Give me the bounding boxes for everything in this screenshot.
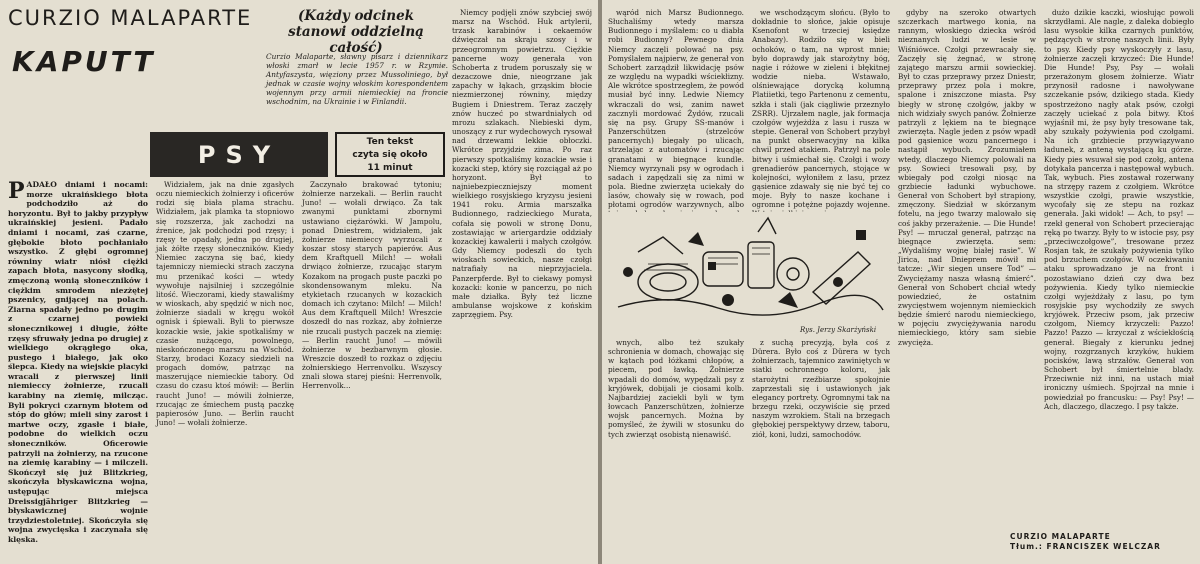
signature-block: [1010, 532, 1195, 552]
left-page: [0, 0, 598, 564]
column-5-bottom: [608, 338, 744, 556]
column-3-text: Zaczynało brakować tytoniu; żołnierze narzekali. — Berlin raucht Juno! — wołali drwiąco. Za tak zwanymi punktami zbornymi ustawiano ciężarówki. W Jampolu, ponad Dniestrem, widziałem, jak żołnierze niemieccy wyrzucali z koszar stosy starych papierów. Aus dem Kraftquell Milch! — wołali drwiąco żołnierze, rzucając starym Kozakom na progach puste paczki po skondensowanym mleku. Na etykietach rzucanych w kozackich domach ich czytano: Milch! — Milch! Aus dem Kraftquell Milch! Wreszcie doszedł do nas rozkaz, aby żołnierze nie rzucali pustych paczek na ziemię: — Berlin raucht Juno! — mówili żołnierze w bezbarwnym głosie. Wreszcie doszedł to rozkaz o zdjęciu żołnierskiego Herrenvolku. Wszyscy znali słowa starej pieśni: Herrenvolk, Herrenvolk...: [302, 180, 442, 391]
column-6-bottom: [752, 338, 890, 556]
column-8-text: dużo dzikie kaczki, wiosłując powoli skrzydłami. Ale nagle, z daleka dobiegło lasu wysokie kilka czarnych punktów, pędzących w stronę naszych linii. Były to psy. Kiedy psy wyskoczyły z lasu, żołnierze zaczęli krzyczeć: Die Hunde! Die Hunde! Psy, Psy — wołali przerażonym głosem żołnierze. Wiatr przynosił radosne i nawoływane szczekanie psów, dzikiego stada. Kiedy spostrzeżono nagły atak psów, czołgi zaczęły uciekać z pola bitwy. Ktoś wyjaśnił mi, że psy były tresowane tak, aby szukały pożywienia pod czołgami. Na ich grzbiecie przywiązywano ładunek, z anteną wystającą ku górze. Kiedy pies wsuwał się pod czołg, antena dotykała pancerza i następował wybuch. Tak, wybuch. Pies zostawał rozerwany na strzępy razem z czołgiem. Wkrótce wszystkie czołgi, prawie wszystkie, wycofały się ze stepu na rozkaz generała. Jaki widok! — Ach, to psy! — rzekł generał von Schobert przecierając ręką po twarzy. Były to w istocie psy, psy „przeciwczołgowe”, tresowane przez Rosjan tak, że szukały pożywienia tylko pod brzuchem czołgów. W oczekiwaniu ataku sprowadzano je na front i pozostawiano dzień czy dwa bez pożywienia. Kiedy tylko niemieckie czołgi wyjeżdżały z lasu, po tym rosyjskie psy wychodziły ze swych kryjówek. Przeciw psom, jak przeciw czołgom, Niemcy krzyczeli: Pazzo! Pazzo! Pazzo — krzyczał z wściekłością generał. Biegały z kierunku jednej wojny, rozgrzanych krzyków, hukiem pocisków, lawą strzałów. Generał von Schobert był śmiertelnie blady. Przeciwnie niż inni, na ustach miał ironiczny uśmiech. Spojrzał na mnie i powiedział po francusku: — Psy! Psy! — Ach, dlaczego, dlaczego. I psy także.: [1044, 8, 1194, 411]
reading-time-line-3: 11 minut: [367, 163, 413, 173]
series-note: (Każdy odcinek stanowi oddzielną całość): [288, 8, 424, 56]
column-6-bottom-text: z suchą precyzją, była coś z Dürera. Było coś z Dürera w tych żołnierzach, tajemnico zawiniętych w siatki ochronnego koloru, jak starożytni rzeźbiarze spokojnie zaprzestali się i ustawionych jak elegancy portrety. Ogromnymi tak na brzegu rzeki, oczywiście się przed naszym wzrokiem. Stali na brzegach głębokiej perspektywy drzew, taboru, ziół, koni, ludzi, samochodów.: [752, 338, 890, 439]
section-title: PSY: [150, 132, 328, 177]
drop-cap: P: [8, 178, 25, 204]
column-6-text: we wschodzącym słońcu. (Było to dokładnie to słońce, jakie opisuje Ksenofont w trzeciej księdze Anabazy). Rodziło się w bieli ochoków, o tam, na wprost mnie; było doprawdy jak starożytny bóg, nagie i różowe w zieleni i błękitnej wodzie nieba. Wstawało, olśniewające dorycką kolumną Platiietki, tego Partenonu z cementu, szkła i stali (jak ciągliwie przeznyło ZSRR). Ujrzałem nagle, jak formacja czołgów wyjeżdża z lasu i rusza w stepie. Generał von Schobert przybył na punkt obserwacyjny na kilka chwil przed atakiem. Patrzył na pole bitwy i uśmiechał się. Czołgi i wozy grenadierów pancernych, stojące w kolejności, wyłoniłem z lasu, przez gąsienice zdawały się nie być tej co moje. Były to nasze kochane i ogromne i potężne pojazdy wojenne.: [752, 8, 890, 210]
column-5-bottom-text: wnych, albo też szukały schronienia w domach, chowając się w kątach pod łóżkami chłopów, a piecem, pod ławką. Żołnierze wpadali do domów, wypędzali psy z kryjówek, dobijali je ciosami kolb. Najbardziej zaciekli byli w tym łowcach Panzerschützen, żołnierze wojsk pancernych. Można by pomyśleć, że żywili w stosunku do tych zwierząt osobistą nienawiść.: [608, 338, 744, 439]
column-3: [302, 180, 442, 556]
column-5-text: wąród nich Marsz Budionnego. Słuchaliśmy wtedy marsza Budionnego i myślałem: co u diabła robi Budionny? Pewnego dnia Niemcy zaczęli polować na psy. Pomyślałem najpierw, że generał von Schobert zarządził likwidację psów ze względu na wypadki wściekłizny. Ale wkrótce spostrzegłem, że powód musiał być inny. Ledwie Niemcy wkraczali do wsi, zanim nawet zacznyli mordować Żydów, rzucali się na psy. Grupy SS-manów i Panzerschützen (strzelców pancernych) biegały po ulicach, strzelając z automatów i rzucając granatami w biegnące kundle. Niemcy wyrzynali psy w ogrodach i sadach i zapędzali się za nimi w pola. Biedne zwierzęta uciekały do lasów, chowały się w rowach, pod płotami ogrodów warzywnych, albo: [608, 8, 744, 210]
book-title: KAPUTT: [12, 45, 156, 78]
intro-note: Curzio Malaparte, sławny pisarz i dziennikarz włoski zmarł w lecie 1957 r. w Rzymie. Antyfaszysta, więziony przez Mussoliniego, był jednak w czasie wojny włoskim korespondentem wojennym przy armii niemieckiej na froncie wschodnim, na Ukrainie i w Finlandii.: [266, 52, 448, 107]
column-4-text: Niemcy podjęli znów szybciej swój marsz na Wschód. Huk artylerii, trzask karabinów i cekaemów dźwięczał na skraju szosy i w przeogromnym powietrzu. Ciężkie pancerne wozy generała von Schoberta z trudem poruszały się w dezaczowe dnie, nieogrzane jak zapachy w łąkach, grząskim błocie niezmierzonej równiny, między Bugiem i Dniestrem. Teraz zaczęły znów huczeć po stwardniałych od mrozu szlakach. Niebieski dym, unoszący z rur wydechowych rysował nad drzewami lekkie obłoczki. Wkrótce przyjdzie zima. Po raz pierwszy spotkaliśmy kozackie wsie i kozacki step, który się rozciągał aż po horyzont. Był to najniebezpieczniejszy moment wielkiego rosyjskiego kryzysu jesieni 1941 roku. Armia marszałka Budionnego, radzieckiego Murata, cofała się powoli w stronę Donu, zostawiając w ariergardzie oddziały kozackiej kawalerii i małych czołgów. Gdy Niemcy podeszli do tych wioskach sowieckich, nasze czołgi natrafiały na nieprzyjaciela. Panzerpferde. Był to ciekawy pomysł kozacki: konie w pancerzu, po nich małe działka. Były też liczne ambulanse wojskowe z końskim zaprzęgiem. Psy.: [452, 8, 592, 320]
column-5-top: [608, 8, 744, 208]
author-byline: CURZIO MALAPARTE: [8, 6, 253, 30]
column-2: [156, 180, 294, 556]
reading-time-line-1: Ten tekst: [366, 137, 414, 147]
column-7-text: gdyby na szeroko otwartych szczerkach martwego konia, na rannym, włoskiego dziecka wśród nieznanych ludzi w lesie w Wiśniówce. Czołgi przewracały się. Zaczęły się żegnać, w stronę zajątego marszu armii sowieckiej. Był to czas przeprawy przez Dniestr, przeprawy przez pola i mokre, spalone i zniszczone miasta. Psy biegły w stronę czołgów, jakby w nich widziały swych panów. Żołnierze patrzyli z lękiem na te biegnące zwierzęta. Nagle jeden z psów wpadł pod gąsienice wozu pancernego i nastąpił wybuch. Zrozumiałem wtedy, dlaczego Niemcy polowali na psy. Sowieci tresowali psy, by wbiegały pod czołgi niosąc na grzbiecie ładunki wybuchowe. Generał von Schobert był strapiony, zmęczony. Siedział w skórzanym fotelu, na jego twarzy malowało się coś jakby przerażenie. — Die Hunde! Psy! — mruczał generał, patrząc na biegnące zwierzęta. sem: „Wydaliśmy wojnę białej rasie”. W Jirica, nad Dnieprem mówił mi tatcze: „Wir siegen unsere Tod” — Zwyciężamy nasza własną śmierć”. Generał von Schobert chciał wtedy powiedzieć, że ostatnim zwycięstwem wojennym niemieckich będzie śmierć narodu niemieckiego, w pojęciu zwyciężywania narodu niemieckiego, który sam siebie zwycięża.: [898, 8, 1037, 347]
column-6-top: [752, 8, 890, 208]
reading-time-line-2: czyta się około: [352, 150, 428, 160]
column-1: [8, 180, 148, 556]
column-8: [1044, 8, 1194, 528]
column-4: [452, 8, 592, 556]
illustration-credit: Rys. Jerzy Skarżyński: [800, 326, 877, 334]
column-1-text: ADAŁO dniami i nocami: morze ukraińskiego błota podchodziło aż do horyzontu. Był to jakby przypływ ukraińskiej jesieni. Padało dniami i nocami, zaś czarne, głębokie błoto pochłaniało wszystko. Z głębi ogromnej równiny wiatr niósł ciężki zapach błota, nasycony słodką, zmęczoną wonią słoneczników i ciężkim smrodem niezżętej pszenicy, gnijącej na polach. Ziarna spadały jedno po drugim z czarnej powieki słonecznikowej i długie, żółte rzęsy sfruwały jedna po drugiej z wielkiego okrągłego oka, pustego i białego, jak oko ślepca. Kiedy na wiejskie placyki wracali z pierwszej linii niemieccy żołnierze, rzucali karabiny na ziemię, milcząc. Byli pokryci czarnym błotem od stóp do głów; mieli siny zarost i martwe oczy, zgasłe i białe, podobne do wielkich oczu słoneczników. Oficerowie patrzyli na żołnierzy, na rzucone na ziemię karabiny — i milczeli. Skończył się już Blitzkrieg, skończyła błyskawiczna wojna, ustępując miejsca Dreissigjähriger Blitzkrieg — błyskawicznej wojnie trzydziestoletniej. Skończyła się wojna zwycięska i zaczynała się klęska.: [8, 180, 148, 544]
author-signature: CURZIO MALAPARTE: [1010, 532, 1111, 541]
column-2-text: Widziałem, jak na dnie zgasłych oczu niemieckich żołnierzy i oficerów rodzi się biała plama strachu. Widziałem, jak plamka ta stopniowo się rozszerza, jak zachodzi na źrenice, jak podchodzi pod rzęsy; i rzęsy te opadały, jedna po drugiej, jak żółte rzęsy słoneczników. Kiedy Niemiec zaczyna się bać, kiedy tajemniczy niemiecki strach zaczyna mu przenikać kości — wtedy wywołuje najsilniej i szczególnie litość. Wieczorami, kiedy stawaliśmy w wioskach, aby spędzić w nich noc, żołnierze siadali w kręgu wokół ognisk i śpiewali. Byli to pierwsze kozackie wsie, jakie spotkaliśmy w czasie nużącego, powolnego, nieskończonego marszu na Wschód. Starzy, brodaci Kozacy siedzieli na progach domów, patrząc na maszerujące niemieckie tabory. Od czasu do czasu ktoś mówił: — Berlin raucht Juno! — mówili żołnierze, rzucając ze śmiechem pustą paczkę papierosów Juno. — Berlin raucht Juno! — wołali żołnierze.: [156, 180, 294, 428]
reading-time-box: [335, 132, 445, 177]
translator-credit: Tłum.: FRANCISZEK WELCZAR: [1010, 542, 1161, 551]
column-7: [898, 8, 1036, 556]
war-illustration: [608, 212, 890, 322]
